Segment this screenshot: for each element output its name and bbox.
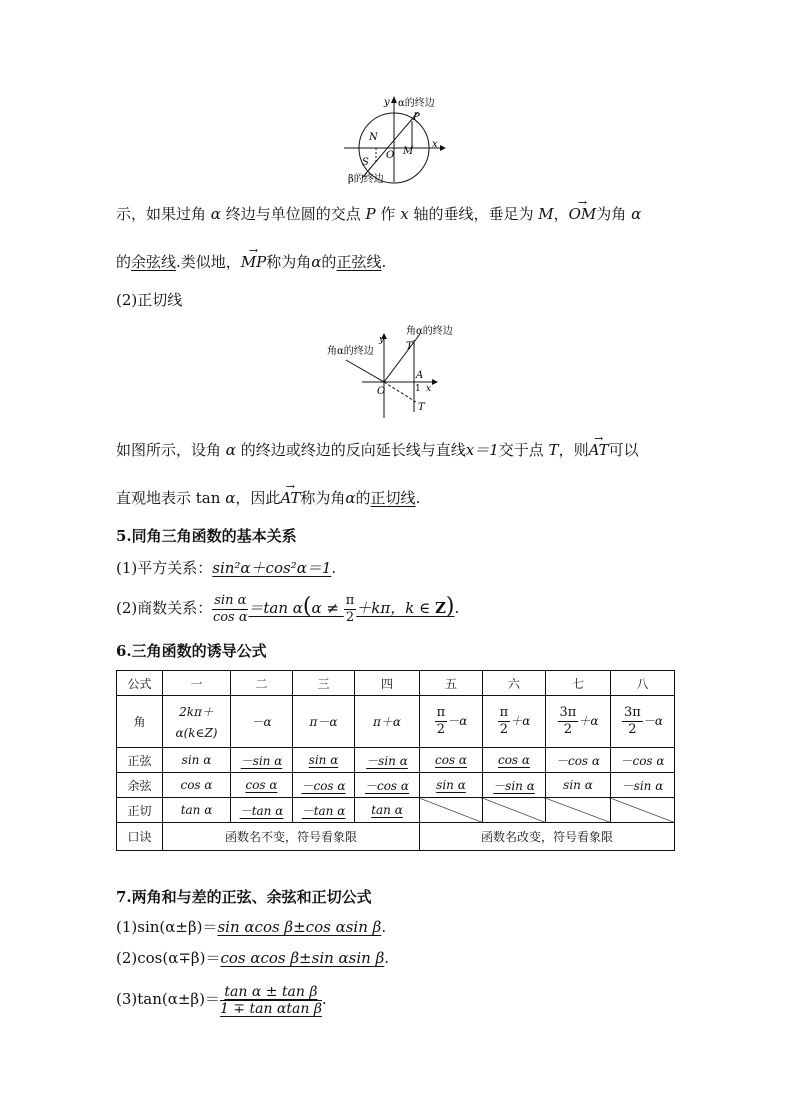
text: 的 bbox=[355, 489, 371, 507]
text: 轴的垂线，垂足为 bbox=[413, 205, 534, 223]
table-row bbox=[117, 696, 675, 748]
text: tan α ± tan β bbox=[220, 984, 322, 1001]
text: sin α bbox=[214, 592, 247, 608]
text: P bbox=[365, 205, 376, 223]
paragraph-tangent-1 bbox=[116, 440, 639, 460]
table-cell bbox=[483, 696, 546, 748]
text: α bbox=[225, 489, 236, 507]
fig1-y-label: y bbox=[384, 97, 390, 108]
text: 2 bbox=[436, 722, 446, 737]
fig1-m-label: M bbox=[403, 146, 414, 157]
table-cell: 函数名不变，符号看象限 bbox=[163, 823, 420, 851]
sum-tangent-formula bbox=[116, 978, 327, 1020]
table-header: 公式 bbox=[117, 671, 163, 696]
tangent-heading: (2)正切线 bbox=[116, 291, 183, 309]
table-cell: cos α bbox=[231, 773, 293, 798]
induction-formula-table bbox=[116, 670, 675, 851]
text: 为角 bbox=[596, 205, 627, 223]
formula: sin αcos β±cos αsin β bbox=[217, 918, 382, 936]
section-7-heading: 7.两角和与差的正弦、余弦和正切公式 bbox=[116, 888, 372, 906]
text: 终边与单位圆的交点 bbox=[225, 205, 361, 223]
text: ，则 bbox=[558, 441, 589, 459]
text: . bbox=[415, 489, 421, 507]
text: x＝1 bbox=[465, 441, 499, 459]
quotient-fraction bbox=[212, 593, 248, 626]
table-cell: sin α bbox=[293, 748, 355, 773]
table-row bbox=[117, 748, 675, 773]
quotient-relation bbox=[116, 588, 459, 627]
text: . bbox=[381, 253, 387, 271]
table-header: 六 bbox=[483, 671, 546, 696]
text: 称为角 bbox=[266, 253, 312, 271]
pi-over-2 bbox=[344, 593, 357, 626]
table-cell: 正弦 bbox=[117, 748, 163, 773]
table-cell: －tan α bbox=[293, 798, 355, 823]
text: . bbox=[384, 949, 390, 967]
table-cell: －sin α bbox=[355, 748, 420, 773]
term-cosine-line: 余弦线 bbox=[131, 253, 177, 271]
text: (1)平方关系： bbox=[116, 559, 213, 577]
text: (2)cos(α∓β)＝ bbox=[116, 949, 221, 967]
text: －α bbox=[642, 714, 663, 728]
text: α bbox=[345, 489, 356, 507]
table-cell: cos α bbox=[420, 748, 483, 773]
paragraph-tangent-2 bbox=[116, 488, 420, 508]
text: 2kπ＋ bbox=[179, 705, 214, 719]
text: 1 ∓ tan αtan β bbox=[219, 1000, 322, 1017]
vector-at: → AT bbox=[589, 440, 609, 460]
fig2-y-label: y bbox=[379, 335, 385, 345]
table-header: 三 bbox=[293, 671, 355, 696]
table-cell: －cos α bbox=[293, 773, 355, 798]
paragraph-sine bbox=[116, 252, 386, 272]
table-cell: －sin α bbox=[611, 773, 675, 798]
text: . bbox=[381, 918, 387, 936]
fig1-alpha-label: α的终边 bbox=[398, 98, 435, 109]
vector-mp: → MP bbox=[241, 252, 266, 272]
text: ( bbox=[302, 594, 312, 619]
text: 可以 bbox=[608, 441, 639, 459]
table-cell: －cos α bbox=[611, 748, 675, 773]
table-cell: sin α bbox=[546, 773, 611, 798]
text: 2 bbox=[345, 609, 355, 625]
text: cos α bbox=[212, 609, 248, 625]
formula: cos αcos β±sin αsin β bbox=[220, 949, 385, 967]
table-cell: －α bbox=[231, 696, 293, 748]
table-cell: －sin α bbox=[483, 773, 546, 798]
table-cell: π－α bbox=[293, 696, 355, 748]
section-6-heading: 6.三角函数的诱导公式 bbox=[116, 642, 267, 660]
unit-circle-figure bbox=[340, 92, 450, 184]
text: ＋kπ，k ∈ bbox=[356, 599, 435, 617]
table-cell-empty bbox=[546, 798, 611, 823]
table-cell: π＋α bbox=[355, 696, 420, 748]
table-cell-empty bbox=[483, 798, 546, 823]
vector-at: → AT bbox=[280, 488, 300, 508]
text: T bbox=[548, 441, 559, 459]
table-cell: 正切 bbox=[117, 798, 163, 823]
table-cell: －cos α bbox=[546, 748, 611, 773]
table-row bbox=[117, 798, 675, 823]
tangent-line-figure bbox=[322, 320, 472, 420]
table-cell: 角 bbox=[117, 696, 163, 748]
text: ， bbox=[553, 205, 569, 223]
table-header: 一 bbox=[163, 671, 231, 696]
text: －α bbox=[447, 714, 468, 728]
text: (2)商数关系： bbox=[116, 599, 213, 617]
text: α bbox=[631, 205, 642, 223]
term-tangent-line: 正切线 bbox=[370, 489, 416, 507]
paragraph-cosine bbox=[116, 204, 641, 224]
text: (3)tan(α±β)＝ bbox=[116, 990, 220, 1008]
fig2-t2-label: T bbox=[418, 402, 425, 413]
text: 的终边或终边的反向延长线与直线 bbox=[240, 441, 466, 459]
text: ＋α bbox=[510, 714, 531, 728]
fraction bbox=[558, 705, 579, 738]
table-cell: 函数名改变，符号看象限 bbox=[420, 823, 675, 851]
tangent-fraction bbox=[220, 984, 322, 1017]
text: ，因此 bbox=[235, 489, 281, 507]
text: α bbox=[311, 253, 322, 271]
text: α ≠ bbox=[311, 599, 344, 617]
section-5-heading: 5.同角三角函数的基本关系 bbox=[116, 527, 297, 545]
table-header: 四 bbox=[355, 671, 420, 696]
fraction bbox=[498, 705, 511, 738]
table-cell: cos α bbox=[483, 748, 546, 773]
sum-sine-formula bbox=[116, 917, 386, 937]
text: α bbox=[225, 441, 236, 459]
text: 如图所示，设角 bbox=[116, 441, 222, 459]
table-row bbox=[117, 671, 675, 696]
text: 2 bbox=[628, 722, 637, 737]
table-cell: sin α bbox=[163, 748, 231, 773]
table-cell-empty bbox=[420, 798, 483, 823]
vector-om: → OM bbox=[569, 204, 597, 224]
text: π bbox=[499, 705, 509, 720]
text: 交于点 bbox=[498, 441, 544, 459]
table-cell: tan α bbox=[355, 798, 420, 823]
fraction bbox=[622, 705, 643, 738]
text: π bbox=[436, 705, 446, 720]
square-relation bbox=[116, 558, 336, 578]
text: Z bbox=[434, 599, 446, 617]
formula-square: sin²α＋cos²α＝1 bbox=[212, 559, 332, 577]
text: . bbox=[321, 990, 327, 1008]
table-cell: －tan α bbox=[231, 798, 293, 823]
text: ＝tan α bbox=[248, 599, 303, 617]
fig2-x-label: x bbox=[426, 384, 432, 394]
text: x bbox=[400, 205, 409, 223]
fig1-s-label: S bbox=[362, 157, 369, 168]
text: 直观地表示 tan bbox=[116, 489, 221, 507]
text: . bbox=[331, 559, 337, 577]
text: 的 bbox=[321, 253, 337, 271]
table-row bbox=[117, 773, 675, 798]
text: π bbox=[345, 592, 355, 608]
text: 2 bbox=[563, 722, 573, 737]
text: 作 bbox=[380, 205, 396, 223]
fig2-one-label: 1 bbox=[415, 384, 421, 394]
table-cell: 口诀 bbox=[117, 823, 163, 851]
table-header: 五 bbox=[420, 671, 483, 696]
fig2-t-label: T bbox=[406, 341, 413, 352]
table-header: 二 bbox=[231, 671, 293, 696]
text: ＋α bbox=[578, 714, 599, 728]
text: 2 bbox=[499, 722, 509, 737]
text: 3π bbox=[559, 705, 577, 720]
fig2-alpha-end-right: 角α的终边 bbox=[406, 326, 453, 337]
text: (1)sin(α±β)＝ bbox=[116, 918, 218, 936]
fig1-o-label: O bbox=[386, 150, 395, 161]
text: ) bbox=[445, 594, 455, 619]
fig2-alpha-end-left: 角α的终边 bbox=[327, 346, 374, 357]
table-cell: 余弦 bbox=[117, 773, 163, 798]
text: 称为角 bbox=[300, 489, 346, 507]
text: . bbox=[454, 599, 460, 617]
table-row bbox=[117, 823, 675, 851]
text: 3π bbox=[624, 705, 641, 720]
table-cell: tan α bbox=[163, 798, 231, 823]
text: M bbox=[538, 205, 554, 223]
table-cell bbox=[611, 696, 675, 748]
fraction bbox=[435, 705, 448, 738]
fig1-beta-label: β的终边 bbox=[348, 174, 384, 184]
text: α(k∈Z) bbox=[175, 726, 218, 740]
table-cell: cos α bbox=[163, 773, 231, 798]
sum-cosine-formula bbox=[116, 948, 389, 968]
table-cell-empty bbox=[611, 798, 675, 823]
table-cell: －sin α bbox=[231, 748, 293, 773]
table-cell bbox=[420, 696, 483, 748]
fig2-a-label: A bbox=[416, 370, 424, 381]
text: 示，如果过角 bbox=[116, 205, 207, 223]
table-cell bbox=[163, 696, 231, 748]
table-header: 八 bbox=[611, 671, 675, 696]
text: 的 bbox=[116, 253, 132, 271]
fig2-o-label: O bbox=[377, 386, 386, 397]
fig1-n-label: N bbox=[369, 132, 378, 143]
table-cell: －cos α bbox=[355, 773, 420, 798]
table-header: 七 bbox=[546, 671, 611, 696]
table-cell: sin α bbox=[420, 773, 483, 798]
text: .类似地， bbox=[176, 253, 241, 271]
fig1-p-label: P bbox=[413, 112, 420, 123]
fig1-x-label: x bbox=[432, 139, 438, 150]
text: α bbox=[210, 205, 221, 223]
table-cell bbox=[546, 696, 611, 748]
term-sine-line: 正弦线 bbox=[336, 253, 382, 271]
